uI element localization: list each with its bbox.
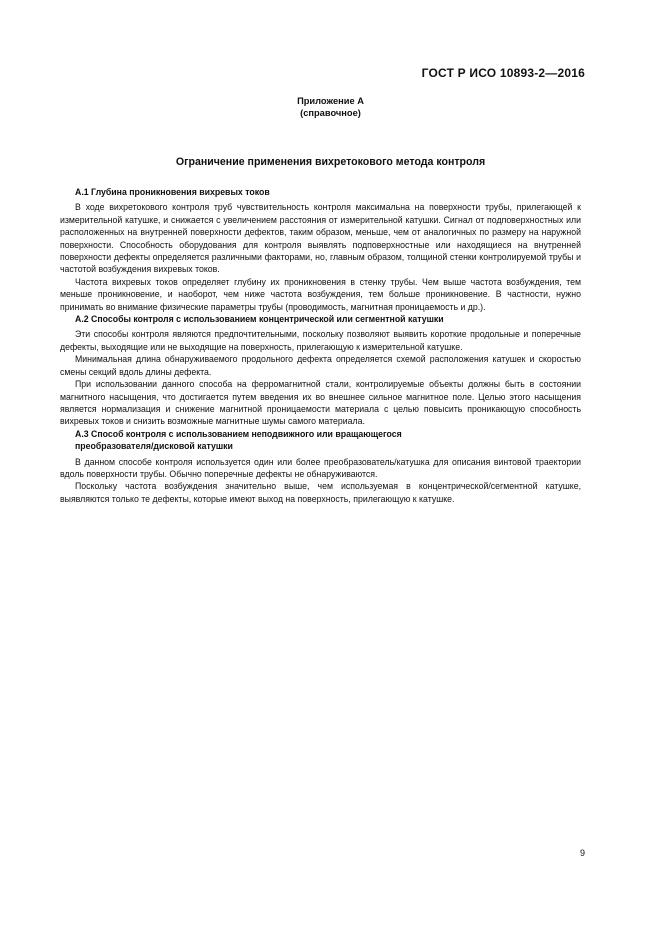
paragraph: В ходе вихретокового контроля труб чувствительность контроля максимальна на поверхности трубы, прилегающей к измерительной катушке, и снижается с увеличением расстояния от измерительной катушки. Сигнал от подповерхностных или расположенных на внутренней поверхности дефектов, таким образом, меньше, чем от аналогичных по размеру на наружной поверхности. Способность оборудования для контроля выявлять подповерхностные или находящиеся на внутренней поверхности дефекты определяется различными факторами, но, главным образом, толщиной стенки контролируемой трубы и частотой возбуждения вихревых токов. [60, 202, 581, 275]
section-heading-a3-line1: А.3 Способ контроля с использованием неподвижного или вращающегося [75, 428, 402, 439]
page-number: 9 [579, 848, 585, 858]
paragraph: Поскольку частота возбуждения значительно выше, чем используемая в концентрической/сегментной катушке, выявляются только те дефекты, которые имеют выход на поверхность, прилегающую к катушке. [60, 481, 581, 504]
section-heading-a2: А.2 Способы контроля с использованием концентрической или сегментной катушки [75, 314, 444, 325]
document-title: Ограничение применения вихретокового метода контроля [175, 156, 486, 168]
paragraph: Частота вихревых токов определяет глубину их проникновения в стенку трубы. Чем выше частота возбуждения, тем меньше проникновение, и наоборот, чем ниже частота возбуждения, тем больше проникновение. В частности, нужно принимать во внимание физические параметры трубы (проводимость, магнитная проницаемость и др.). [60, 276, 581, 312]
annex-type: (справочное) [300, 108, 361, 118]
section-heading-a3 [60, 428, 581, 453]
paragraph: При использовании данного способа на ферромагнитной стали, контролируемые объекты должны быть в состоянии магнитного насыщения, что достигается путем введения их во внешнее сильное магнитное поле. Целью этого насыщения является нормализация и снижение магнитной проницаемости материала с целью повысить проникающую способность вихревых токов и снизить возможные магнитные шумы самого материала. [60, 379, 581, 427]
paragraph: Минимальная длина обнаруживаемого продольного дефекта определяется схемой расположения катушек и скоростью смены секций вдоль длины дефекта. [60, 354, 581, 377]
paragraph: В данном способе контроля используется один или более преобразователь/катушка для описания винтовой траектории вдоль поверхности трубы. Обычно поперечные дефекты не обнаруживаются. [60, 456, 581, 479]
section-heading-a1: А.1 Глубина проникновения вихревых токов [75, 187, 270, 197]
section-heading-a3-line2: преобразователя/дисковой катушки [75, 441, 233, 452]
standard-designation: ГОСТ Р ИСО 10893-2—2016 [421, 66, 585, 80]
paragraph: Эти способы контроля являются предпочтительными, поскольку позволяют выявить короткие продольные и поперечные дефекты, выходящие или не выходящие на поверхность, прилегающую к измерительной катушке. [60, 329, 581, 352]
document-body [60, 186, 581, 505]
annex-title: Приложение А [297, 96, 364, 106]
